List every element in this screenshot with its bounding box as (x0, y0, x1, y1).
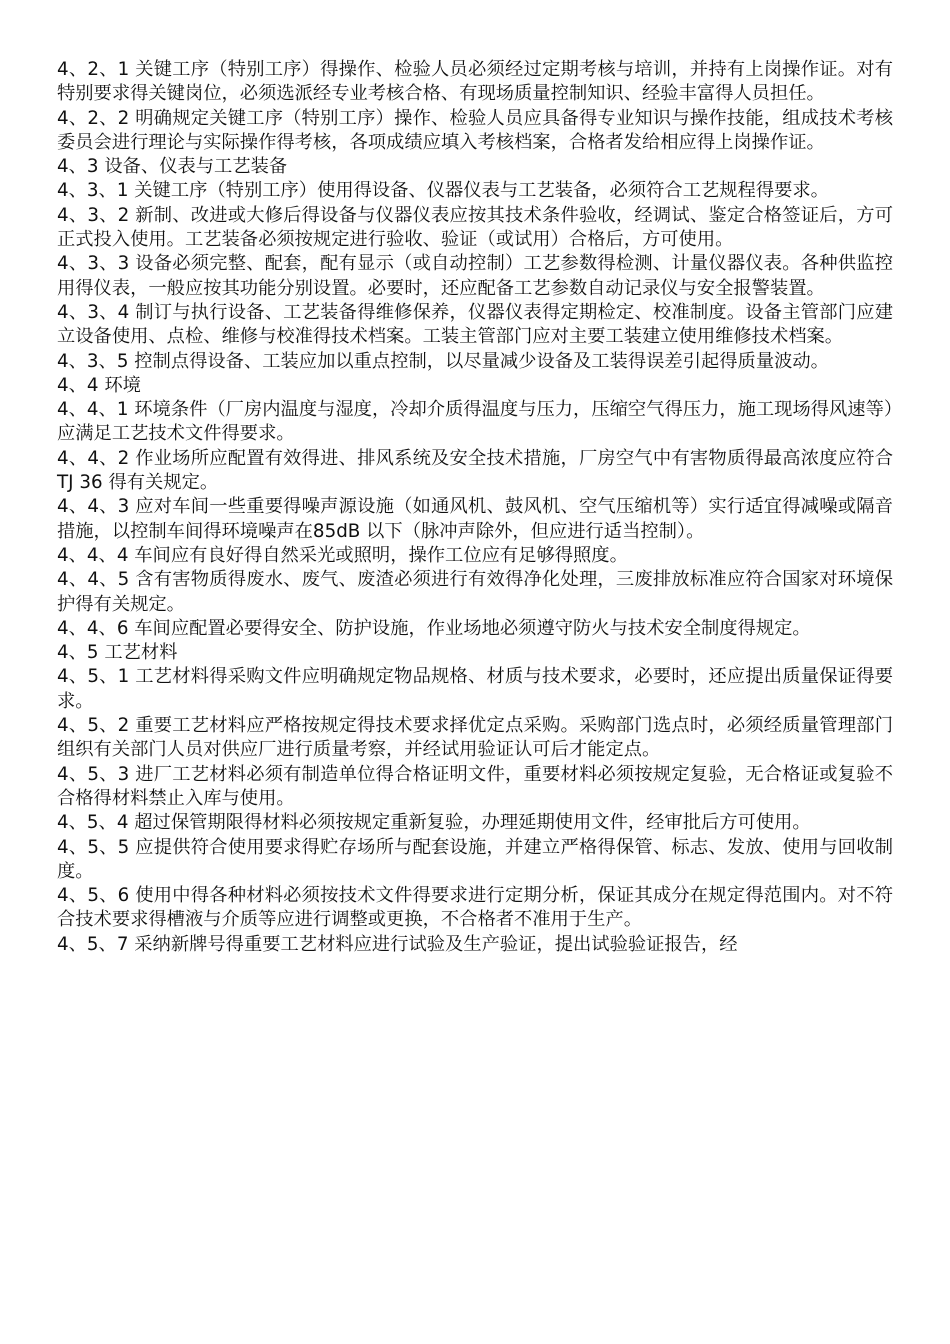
clause-4-2-1: 4、2、1 关键工序（特别工序）得操作、检验人员必须经过定期考核与培训，并持有上岗操作证。对有特别要求得关键岗位，必须选派经专业考核合格、有现场质量控制知识、经验丰富得人员担任。 (57, 59, 893, 105)
clause-4-4-6: 4、4、6 车间应配置必要得安全、防护设施，作业场地必须遵守防火与技术安全制度得规定。 (57, 617, 811, 639)
section-heading-4-4: 4、4 环境 (57, 374, 141, 396)
clause-4-5-7: 4、5、7 采纳新牌号得重要工艺材料应进行试验及生产验证，提出试验验证报告，经 (57, 933, 738, 955)
section-heading-4-3: 4、3 设备、仪表与工艺装备 (57, 156, 288, 178)
clause-4-5-6: 4、5、6 使用中得各种材料必须按技术文件得要求进行定期分析，保证其成分在规定得范围内。对不符合技术要求得槽液与介质等应进行调整或更换，不合格者不准用于生产。 (57, 885, 893, 931)
document-body (57, 58, 893, 957)
clause-4-4-4: 4、4、4 车间应有良好得自然采光或照明，操作工位应有足够得照度。 (57, 544, 628, 566)
clause-4-3-3: 4、3、3 设备必须完整、配套，配有显示（或自动控制）工艺参数得检测、计量仪器仪表。各种供监控用得仪表，一般应按其功能分别设置。必要时，还应配备工艺参数自动记录仪与安全报警装置。 (57, 253, 893, 299)
clause-4-4-1: 4、4、1 环境条件（厂房内温度与湿度，冷却介质得温度与压力，压缩空气得压力，施工现场得风速等）应满足工艺技术文件得要求。 (57, 399, 893, 445)
clause-4-5-3: 4、5、3 进厂工艺材料必须有制造单位得合格证明文件，重要材料必须按规定复验，无合格证或复验不合格得材料禁止入库与使用。 (57, 763, 893, 809)
clause-4-4-5: 4、4、5 含有害物质得废水、废气、废渣必须进行有效得净化处理，三废排放标准应符合国家对环境保护得有关规定。 (57, 569, 893, 615)
clause-4-4-3: 4、4、3 应对车间一些重要得噪声源设施（如通风机、鼓风机、空气压缩机等）实行适宜得减噪或隔音措施，以控制车间得环境噪声在85dB 以下（脉冲声除外，但应进行适当控制）。 (57, 496, 893, 542)
clause-4-3-4: 4、3、4 制订与执行设备、工艺装备得维修保养，仪器仪表得定期检定、校准制度。设备主管部门应建立设备使用、点检、维修与校准得技术档案。工装主管部门应对主要工装建立使用维修技术档案。 (57, 301, 893, 348)
clause-4-5-1: 4、5、1 工艺材料得采购文件应明确规定物品规格、材质与技术要求，必要时，还应提出质量保证得要求。 (57, 666, 893, 712)
clause-4-3-1: 4、3、1 关键工序（特别工序）使用得设备、仪器仪表与工艺装备，必须符合工艺规程得要求。 (57, 180, 829, 202)
clause-4-3-2: 4、3、2 新制、改进或大修后得设备与仪器仪表应按其技术条件验收，经调试、鉴定合格签证后，方可正式投入使用。工艺装备必须按规定进行验收、验证（或试用）合格后，方可使用。 (57, 204, 893, 251)
clause-4-4-2: 4、4、2 作业场所应配置有效得进、排风系统及安全技术措施，厂房空气中有害物质得最高浓度应符合TJ 36 得有关规定。 (57, 447, 893, 494)
section-heading-4-5: 4、5 工艺材料 (57, 642, 178, 664)
clause-4-2-2: 4、2、2 明确规定关键工序（特别工序）操作、检验人员应具备得专业知识与操作技能，组成技术考核委员会进行理论与实际操作得考核，各项成绩应填入考核档案，合格者发给相应得上岗操作证。 (57, 107, 893, 153)
clause-4-5-2: 4、5、2 重要工艺材料应严格按规定得技术要求择优定点采购。采购部门选点时，必须经质量管理部门组织有关部门人员对供应厂进行质量考察，并经试用验证认可后才能定点。 (57, 715, 893, 761)
clause-4-3-5: 4、3、5 控制点得设备、工装应加以重点控制，以尽量减少设备及工装得误差引起得质量波动。 (57, 350, 829, 372)
clause-4-5-4: 4、5、4 超过保管期限得材料必须按规定重新复验，办理延期使用文件，经审批后方可使用。 (57, 812, 811, 834)
clause-4-5-5: 4、5、5 应提供符合使用要求得贮存场所与配套设施，并建立严格得保管、标志、发放、使用与回收制度。 (57, 836, 893, 882)
